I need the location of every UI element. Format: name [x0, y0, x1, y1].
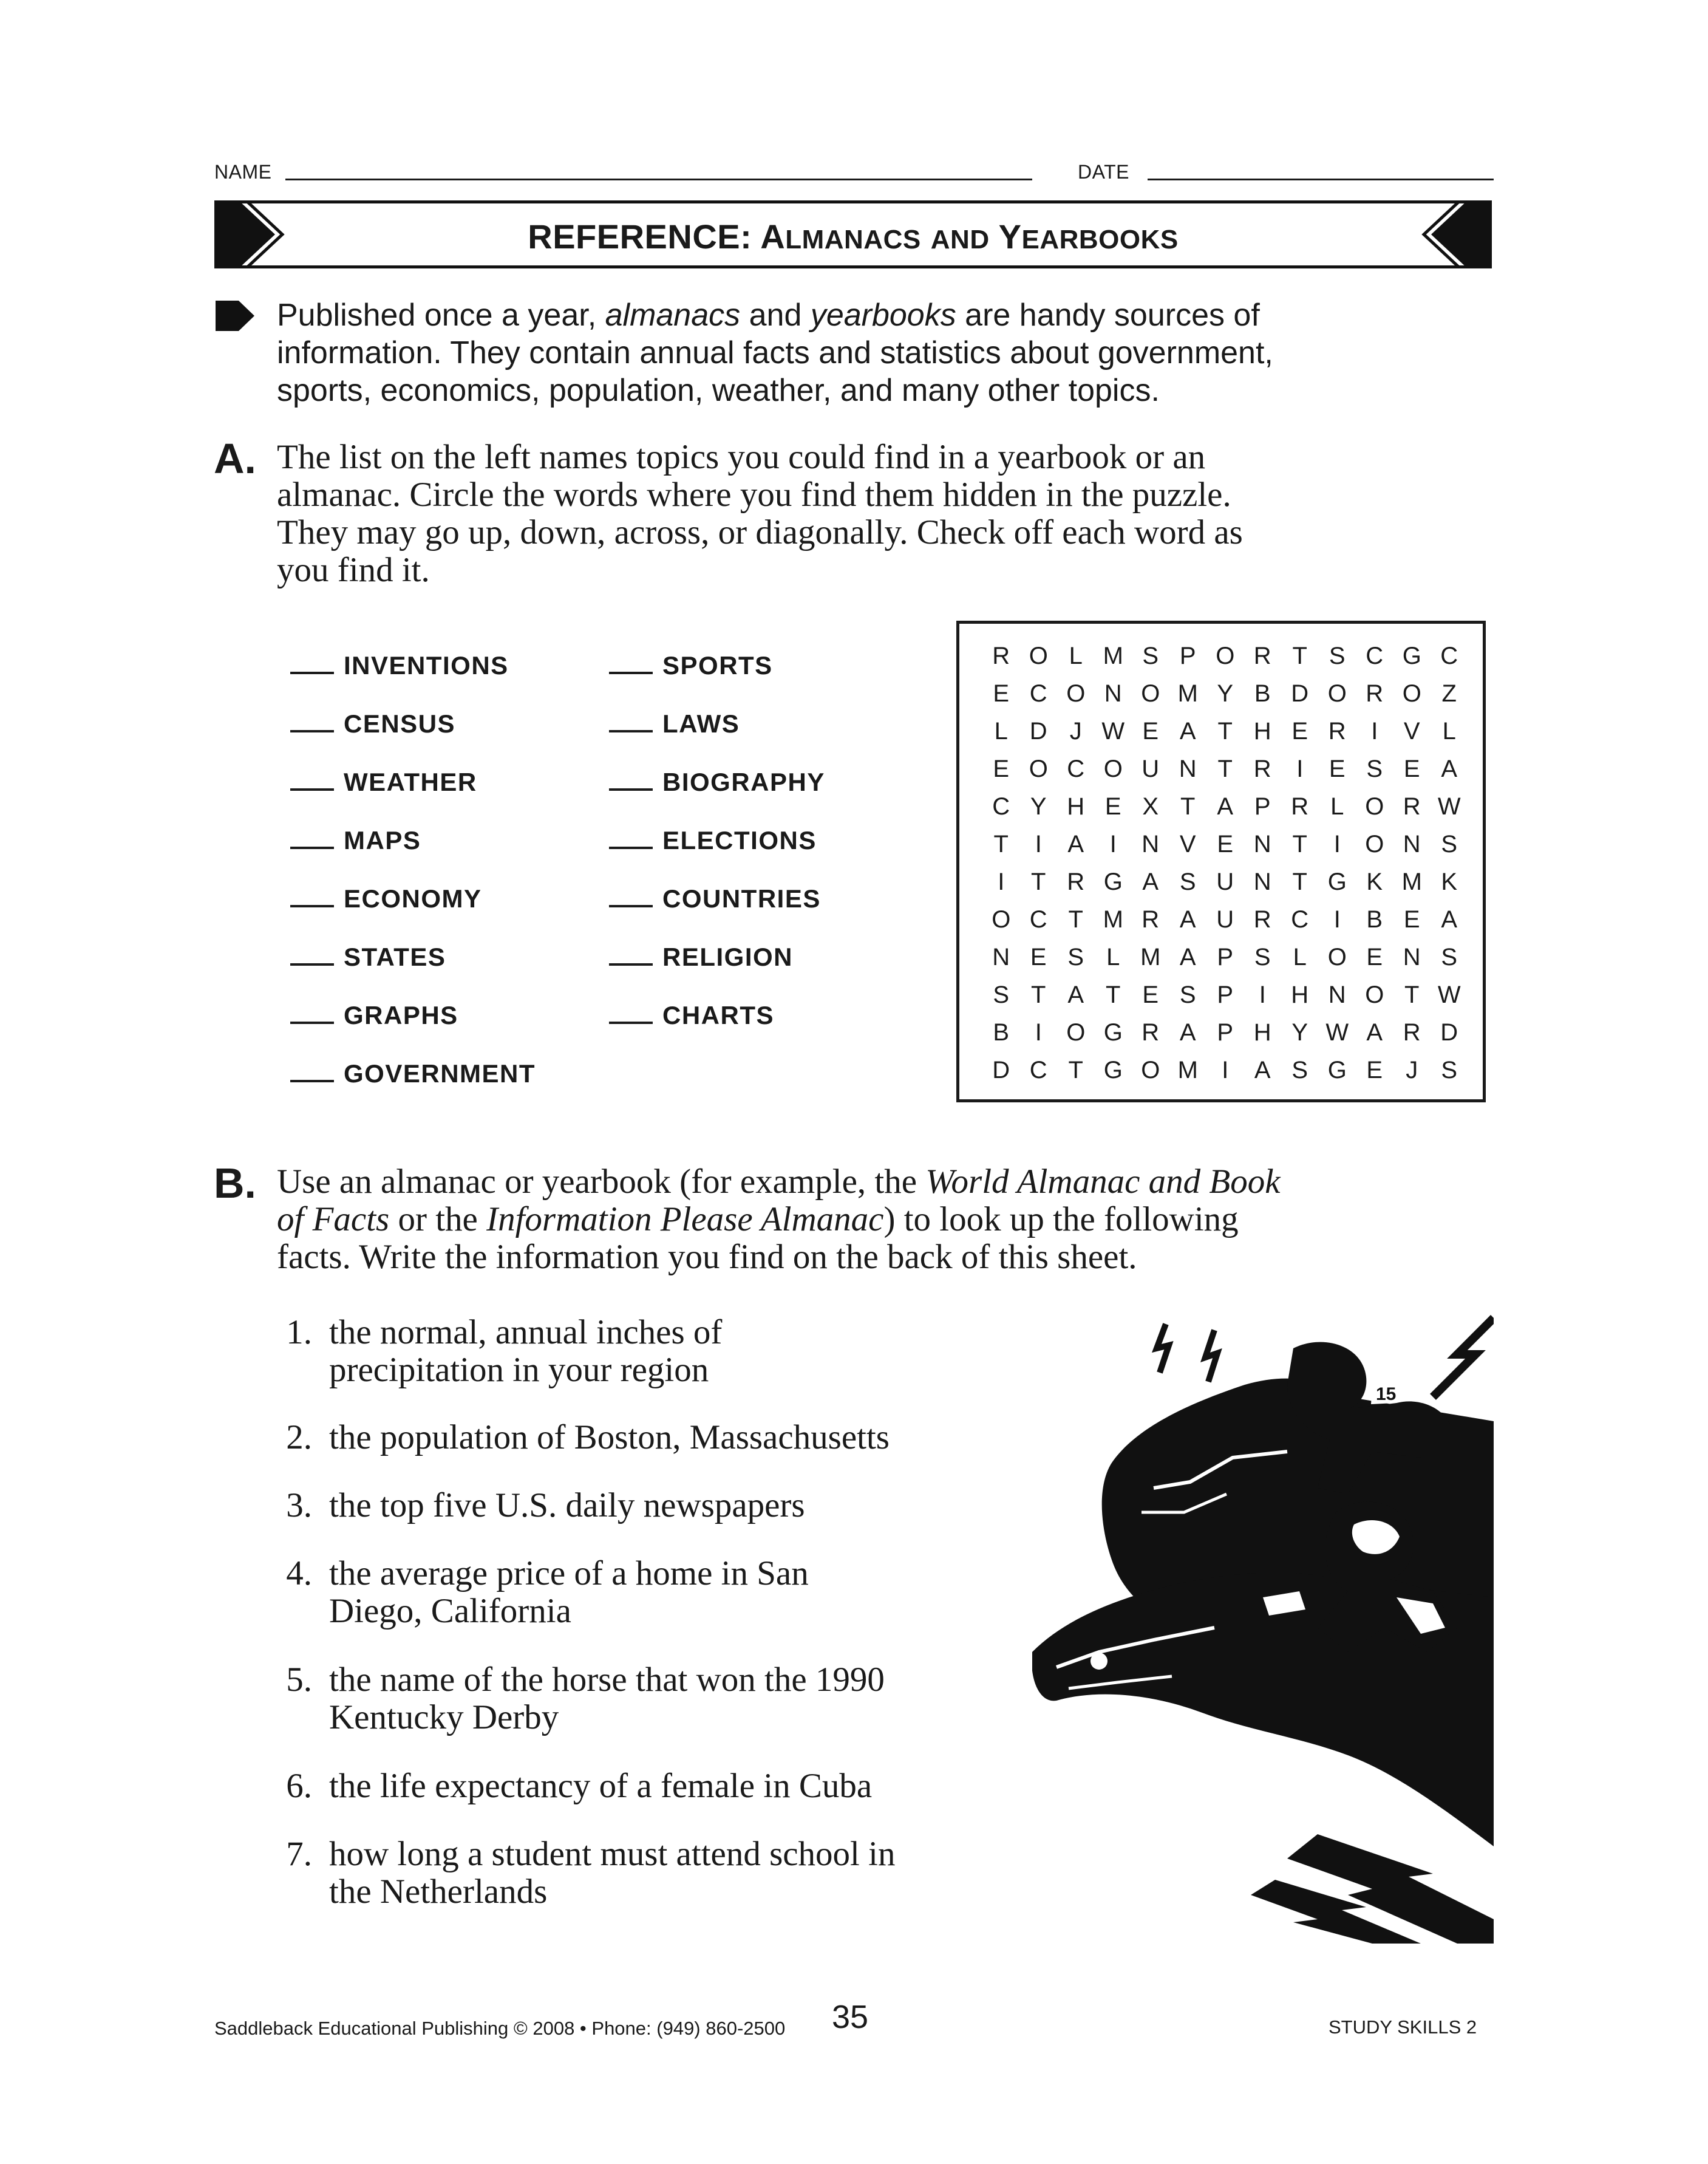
grid-letter[interactable]: R — [1403, 793, 1421, 820]
grid-letter[interactable]: V — [1403, 718, 1420, 745]
grid-letter[interactable]: D — [1291, 680, 1309, 707]
grid-letter[interactable]: C — [992, 793, 1010, 820]
grid-letter[interactable]: C — [1067, 756, 1085, 782]
grid-letter[interactable]: R — [1253, 756, 1271, 782]
grid-letter[interactable]: D — [1029, 718, 1047, 745]
grid-letter[interactable]: E — [1104, 793, 1121, 820]
grid-letter[interactable]: A — [1179, 944, 1196, 971]
grid-letter[interactable]: W — [1437, 981, 1461, 1008]
grid-letter[interactable]: A — [1179, 718, 1196, 745]
grid-letter[interactable]: C — [1029, 680, 1047, 707]
grid-letter[interactable]: O — [1327, 680, 1347, 707]
grid-letter[interactable]: O — [992, 906, 1011, 933]
grid-letter[interactable]: R — [1328, 718, 1346, 745]
grid-letter[interactable]: R — [1142, 1019, 1160, 1046]
grid-letter[interactable]: D — [992, 1057, 1010, 1084]
grid-letter[interactable]: R — [1366, 680, 1384, 707]
grid-letter[interactable]: A — [1217, 793, 1234, 820]
grid-letter[interactable]: U — [1142, 756, 1160, 782]
grid-letter[interactable]: P — [1217, 981, 1234, 1008]
word-check-item[interactable]: ECONOMY — [290, 884, 482, 913]
grid-row — [982, 825, 1468, 863]
grid-letter[interactable]: N — [1253, 831, 1271, 858]
name-line[interactable] — [285, 179, 1032, 180]
grid-letter[interactable]: O — [1365, 981, 1384, 1008]
grid-letter[interactable]: M — [1103, 906, 1123, 933]
word-check-item[interactable]: INVENTIONS — [290, 651, 509, 680]
grid-letter[interactable]: P — [1217, 944, 1234, 971]
grid-letter[interactable]: S — [1441, 1057, 1458, 1084]
grid-letter[interactable]: E — [993, 680, 1010, 707]
grid-letter[interactable]: G — [1327, 869, 1347, 895]
grid-letter[interactable]: O — [1029, 756, 1048, 782]
grid-letter[interactable]: E — [1366, 1057, 1383, 1084]
grid-letter[interactable]: R — [1067, 869, 1085, 895]
grid-letter[interactable]: I — [1333, 831, 1341, 858]
grid-letter[interactable]: N — [1253, 869, 1271, 895]
word-check-item[interactable]: BIOGRAPHY — [609, 768, 825, 797]
grid-letter[interactable]: O — [1216, 643, 1235, 669]
grid-letter[interactable]: L — [994, 718, 1008, 745]
grid-letter[interactable]: M — [1401, 869, 1422, 895]
grid-letter[interactable]: C — [1291, 906, 1309, 933]
list-item: 1. the normal, annual inches of precipitation in your region — [286, 1313, 723, 1389]
list-item: 5. the name of the horse that won the 1990 Kentucky Derby — [286, 1661, 885, 1736]
grid-letter[interactable]: S — [1142, 643, 1159, 669]
grid-letter[interactable]: N — [1328, 981, 1346, 1008]
grid-letter[interactable]: T — [1292, 643, 1307, 669]
grid-letter[interactable]: O — [1029, 643, 1048, 669]
grid-letter[interactable]: E — [1403, 756, 1420, 782]
grid-letter[interactable]: G — [1103, 1057, 1123, 1084]
grid-letter[interactable]: L — [1442, 718, 1456, 745]
list-item: 3. the top five U.S. daily newspapers — [286, 1486, 805, 1524]
grid-letter[interactable]: C — [1029, 1057, 1047, 1084]
grid-letter[interactable]: I — [1371, 718, 1378, 745]
grid-letter[interactable]: E — [1142, 981, 1159, 1008]
grid-letter[interactable]: R — [1403, 1019, 1421, 1046]
grid-letter[interactable]: R — [1253, 906, 1271, 933]
grid-letter[interactable]: Z — [1441, 680, 1457, 707]
word-check-item[interactable]: CHARTS — [609, 1001, 774, 1030]
word-check-item[interactable]: SPORTS — [609, 651, 773, 680]
grid-letter[interactable]: P — [1217, 1019, 1234, 1046]
word-check-item[interactable]: LAWS — [609, 709, 740, 739]
grid-letter[interactable]: A — [1179, 1019, 1196, 1046]
grid-letter[interactable]: E — [1291, 718, 1308, 745]
horse-racing-illustration — [1032, 1312, 1494, 1944]
grid-letter[interactable]: E — [1142, 718, 1159, 745]
list-item: 7. how long a student must attend school in the Netherlands — [286, 1835, 896, 1911]
grid-letter[interactable]: E — [1030, 944, 1047, 971]
grid-letter[interactable]: E — [1329, 756, 1346, 782]
grid-letter[interactable]: N — [1179, 756, 1197, 782]
grid-letter[interactable]: O — [1141, 680, 1160, 707]
grid-letter[interactable]: T — [993, 831, 1009, 858]
grid-letter[interactable]: B — [993, 1019, 1010, 1046]
grid-row — [982, 1051, 1468, 1089]
grid-letter[interactable]: O — [1141, 1057, 1160, 1084]
grid-row — [982, 788, 1468, 825]
grid-row — [982, 901, 1468, 938]
grid-letter[interactable]: S — [993, 981, 1010, 1008]
word-check-item[interactable]: RELIGION — [609, 943, 793, 972]
grid-letter[interactable]: S — [1179, 869, 1196, 895]
word-check-item[interactable]: STATES — [290, 943, 446, 972]
grid-letter[interactable]: L — [1106, 944, 1120, 971]
grid-letter[interactable]: O — [1365, 831, 1384, 858]
grid-letter[interactable]: A — [1254, 1057, 1271, 1084]
grid-letter[interactable]: T — [1217, 756, 1233, 782]
grid-letter[interactable]: O — [1327, 944, 1347, 971]
page-number: 35 — [832, 1999, 869, 2035]
grid-letter[interactable]: B — [1366, 906, 1383, 933]
grid-letter[interactable]: I — [998, 869, 1005, 895]
grid-letter[interactable]: K — [1441, 869, 1458, 895]
grid-letter[interactable]: C — [1029, 906, 1047, 933]
grid-letter[interactable]: S — [1441, 831, 1458, 858]
grid-row — [982, 637, 1468, 675]
grid-letter[interactable]: M — [1177, 680, 1198, 707]
grid-letter[interactable]: Y — [1030, 793, 1047, 820]
section-b-letter: B. — [214, 1159, 256, 1207]
grid-letter[interactable]: L — [1293, 944, 1307, 971]
arrow-bullet-icon — [216, 301, 254, 331]
footer-series: STUDY SKILLS 2 — [1329, 2016, 1477, 2038]
grid-letter[interactable]: R — [992, 643, 1010, 669]
grid-letter[interactable]: S — [1291, 1057, 1308, 1084]
grid-letter[interactable]: I — [1259, 981, 1266, 1008]
grid-letter[interactable]: O — [1365, 793, 1384, 820]
grid-letter[interactable]: C — [1366, 643, 1384, 669]
grid-letter[interactable]: E — [1403, 906, 1420, 933]
grid-letter[interactable]: V — [1179, 831, 1196, 858]
section-a-instructions: The list on the left names topics you could find in a yearbook or an almanac. Circle the words where you find them hidden in the puzzle. They may go up, down, across, or diagonally. Check off each word as you find it. — [277, 438, 1243, 589]
grid-letter[interactable]: C — [1440, 643, 1458, 669]
grid-letter[interactable]: R — [1291, 793, 1309, 820]
grid-letter[interactable]: T — [1180, 793, 1196, 820]
grid-letter[interactable]: A — [1441, 756, 1458, 782]
name-label: NAME — [214, 161, 272, 183]
grid-letter[interactable]: N — [1142, 831, 1160, 858]
grid-letter[interactable]: I — [1109, 831, 1117, 858]
list-item: 6. the life expectancy of a female in Cuba — [286, 1767, 873, 1805]
grid-letter[interactable]: A — [1441, 906, 1458, 933]
grid-letter[interactable]: X — [1142, 793, 1159, 820]
grid-letter[interactable]: Y — [1291, 1019, 1308, 1046]
grid-letter[interactable]: L — [1330, 793, 1344, 820]
grid-letter[interactable]: O — [1066, 680, 1086, 707]
grid-letter[interactable]: T — [1292, 869, 1307, 895]
grid-letter[interactable]: I — [1035, 831, 1042, 858]
grid-letter[interactable]: R — [1142, 906, 1160, 933]
grid-letter[interactable]: W — [1437, 793, 1461, 820]
grid-letter[interactable]: T — [1292, 831, 1307, 858]
intro-text: Published once a year, almanacs and yearbooks are handy sources of information. They contain annual facts and statistics about government, sports, economics, population, weather, and many other topics. — [277, 298, 1273, 408]
grid-letter[interactable]: H — [1291, 981, 1309, 1008]
grid-letter[interactable]: M — [1177, 1057, 1198, 1084]
grid-letter[interactable]: A — [1179, 906, 1196, 933]
grid-letter[interactable]: R — [1253, 643, 1271, 669]
word-check-item[interactable]: COUNTRIES — [609, 884, 821, 913]
section-b-instructions: Use an almanac or yearbook (for example, the World Almanac and Book of Facts or the Information Please Almanac) to look up the following facts. Write the information you find on the back of this sheet. — [277, 1162, 1281, 1276]
grid-row — [982, 863, 1468, 901]
list-item: 4. the average price of a home in San Diego, California — [286, 1554, 809, 1630]
word-search-grid[interactable] — [956, 621, 1486, 1102]
word-check-item[interactable]: CENSUS — [290, 709, 455, 739]
grid-letter[interactable]: H — [1253, 1019, 1271, 1046]
banner-right-arrow-icon — [1413, 200, 1492, 268]
grid-letter[interactable]: N — [992, 944, 1010, 971]
grid-letter[interactable]: T — [1068, 1057, 1083, 1084]
grid-letter[interactable]: D — [1440, 1019, 1458, 1046]
grid-letter[interactable]: G — [1103, 1019, 1123, 1046]
grid-letter[interactable]: M — [1103, 643, 1123, 669]
grid-letter[interactable]: T — [1404, 981, 1420, 1008]
grid-letter[interactable]: N — [1403, 831, 1421, 858]
grid-letter[interactable]: U — [1216, 869, 1234, 895]
grid-row — [982, 1014, 1468, 1051]
grid-letter[interactable]: S — [1179, 981, 1196, 1008]
grid-letter[interactable]: I — [1035, 1019, 1042, 1046]
date-label: DATE — [1078, 161, 1129, 183]
word-check-item[interactable]: ELECTIONS — [609, 826, 817, 855]
grid-letter[interactable]: T — [1031, 981, 1046, 1008]
grid-letter[interactable]: S — [1254, 944, 1271, 971]
grid-letter[interactable]: W — [1325, 1019, 1349, 1046]
grid-row — [982, 938, 1468, 976]
page-title: REFERENCE: ALMANACS AND YEARBOOKS — [528, 217, 1179, 256]
grid-letter[interactable]: B — [1254, 680, 1271, 707]
grid-letter[interactable]: G — [1402, 643, 1421, 669]
grid-letter[interactable]: P — [1254, 793, 1271, 820]
grid-row — [982, 712, 1468, 750]
grid-letter[interactable]: Y — [1217, 680, 1234, 707]
grid-letter[interactable]: E — [1366, 944, 1383, 971]
grid-letter[interactable]: S — [1067, 944, 1084, 971]
title-banner — [216, 200, 1491, 268]
footer-publisher: Saddleback Educational Publishing © 2008 • Phone: (949) 860-2500 — [214, 2018, 786, 2039]
grid-letter[interactable]: A — [1067, 981, 1084, 1008]
grid-letter[interactable]: H — [1067, 793, 1085, 820]
grid-letter[interactable]: T — [1068, 906, 1083, 933]
grid-letter[interactable]: J — [1069, 718, 1082, 745]
grid-letter[interactable]: H — [1253, 718, 1271, 745]
grid-letter[interactable]: A — [1366, 1019, 1383, 1046]
grid-letter[interactable]: E — [993, 756, 1010, 782]
word-check-item[interactable]: WEATHER — [290, 768, 477, 797]
grid-letter[interactable]: P — [1179, 643, 1196, 669]
word-check-item[interactable]: MAPS — [290, 826, 421, 855]
grid-letter[interactable]: S — [1329, 643, 1346, 669]
grid-letter[interactable]: I — [1296, 756, 1304, 782]
grid-letter[interactable]: W — [1101, 718, 1125, 745]
grid-letter[interactable]: L — [1069, 643, 1083, 669]
grid-letter[interactable]: A — [1142, 869, 1159, 895]
grid-row — [982, 750, 1468, 788]
grid-letter[interactable]: U — [1216, 906, 1234, 933]
grid-letter[interactable]: M — [1140, 944, 1161, 971]
list-item: 2. the population of Boston, Massachusetts — [286, 1418, 890, 1456]
grid-letter[interactable]: S — [1366, 756, 1383, 782]
grid-letter[interactable]: A — [1067, 831, 1084, 858]
grid-letter[interactable]: E — [1217, 831, 1234, 858]
grid-letter[interactable]: O — [1402, 680, 1421, 707]
grid-letter[interactable]: S — [1441, 944, 1458, 971]
date-line[interactable] — [1148, 179, 1494, 180]
grid-letter[interactable]: O — [1103, 756, 1123, 782]
grid-letter[interactable]: K — [1366, 869, 1383, 895]
jersey-number: 15 — [1376, 1384, 1397, 1404]
grid-letter[interactable]: I — [1333, 906, 1341, 933]
grid-letter[interactable]: T — [1106, 981, 1121, 1008]
grid-row — [982, 976, 1468, 1014]
word-check-item[interactable]: GOVERNMENT — [290, 1059, 536, 1088]
grid-letter[interactable]: G — [1327, 1057, 1347, 1084]
section-a-letter: A. — [214, 435, 256, 482]
grid-letter[interactable]: O — [1066, 1019, 1086, 1046]
grid-letter[interactable]: I — [1222, 1057, 1229, 1084]
grid-letter[interactable]: T — [1031, 869, 1046, 895]
grid-letter[interactable]: N — [1104, 680, 1122, 707]
grid-letter[interactable]: J — [1406, 1057, 1418, 1084]
grid-letter[interactable]: N — [1403, 944, 1421, 971]
word-check-item[interactable]: GRAPHS — [290, 1001, 458, 1030]
grid-letter[interactable]: G — [1103, 869, 1123, 895]
grid-letter[interactable]: T — [1217, 718, 1233, 745]
grid-row — [982, 675, 1468, 712]
